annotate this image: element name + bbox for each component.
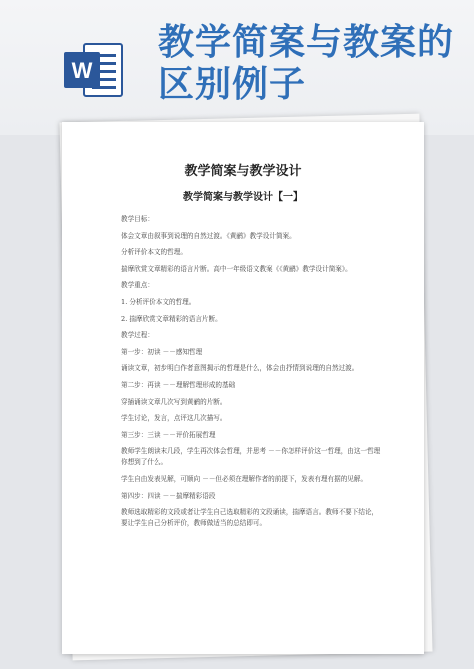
paragraph: 学生自由发表见解，可顺向 －－但必须在理解作者的前提下，发表有理有据的见解。: [121, 474, 368, 483]
banner-title-line-1: 教学简案与教案的: [158, 22, 455, 63]
paragraph: 第二步：再读 －－理解哲理形成的基础: [121, 380, 236, 389]
document-title: 教学简案与教学设计: [184, 164, 302, 179]
banner-title-line-2: 区别例子: [158, 64, 307, 105]
svg-text:W: W: [71, 58, 93, 83]
paragraph: 教学过程：: [121, 331, 154, 340]
paragraph: 教师选取精彩的文段或者让学生自己选取精彩的文段诵读，揣摩语言。教师不要下结论，要让学生自己分析评价，教师做适当的总结即可。: [121, 508, 379, 528]
paragraph: 揣摩欣赏文章精彩的语言片断。高中一年级语文教案《《黄鹂》教学设计简案》。: [121, 264, 352, 273]
banner-title: [158, 22, 458, 106]
paragraph: 1. 分析评价本文的哲理。: [121, 297, 196, 306]
document-body: [121, 214, 383, 535]
paragraph: 2. 揣摩欣赏文章精彩的语言片断。: [121, 314, 222, 323]
paragraph: 第一步：初读 －－感知哲理: [121, 347, 203, 356]
paragraph: 穿插诵读文章几次写到黄鹂的片断。: [121, 397, 227, 406]
document-page: [62, 122, 424, 654]
paragraph: 第四步：四读 －－揣摩精彩语段: [121, 491, 216, 500]
paragraph: 体会文章由叙事到说理的自然过渡。《黄鹂》教学设计简案。: [121, 231, 296, 240]
paragraph: 学生讨论，发言，点评这几次描写。: [121, 414, 227, 423]
document-subtitle: 教学简案与教学设计【一】: [183, 192, 303, 203]
word-document-icon: [62, 38, 126, 102]
paragraph: 教学目标：: [121, 215, 154, 223]
paragraph: 第三步：三读 －－评价拓展哲理: [121, 430, 216, 439]
paragraph: 教师学生朗读末几段，学生再次体会哲理，并思考 －－你怎样评价这一哲理，由这一哲理你想到了什么。: [121, 447, 381, 467]
paragraph: 教学重点：: [121, 281, 154, 290]
paragraph: 分析评价本文的哲理。: [121, 248, 187, 257]
paragraph: 诵读文章，初步明白作者意图揭示的哲理是什么，体会由抒情到说理的自然过渡。: [121, 364, 359, 373]
